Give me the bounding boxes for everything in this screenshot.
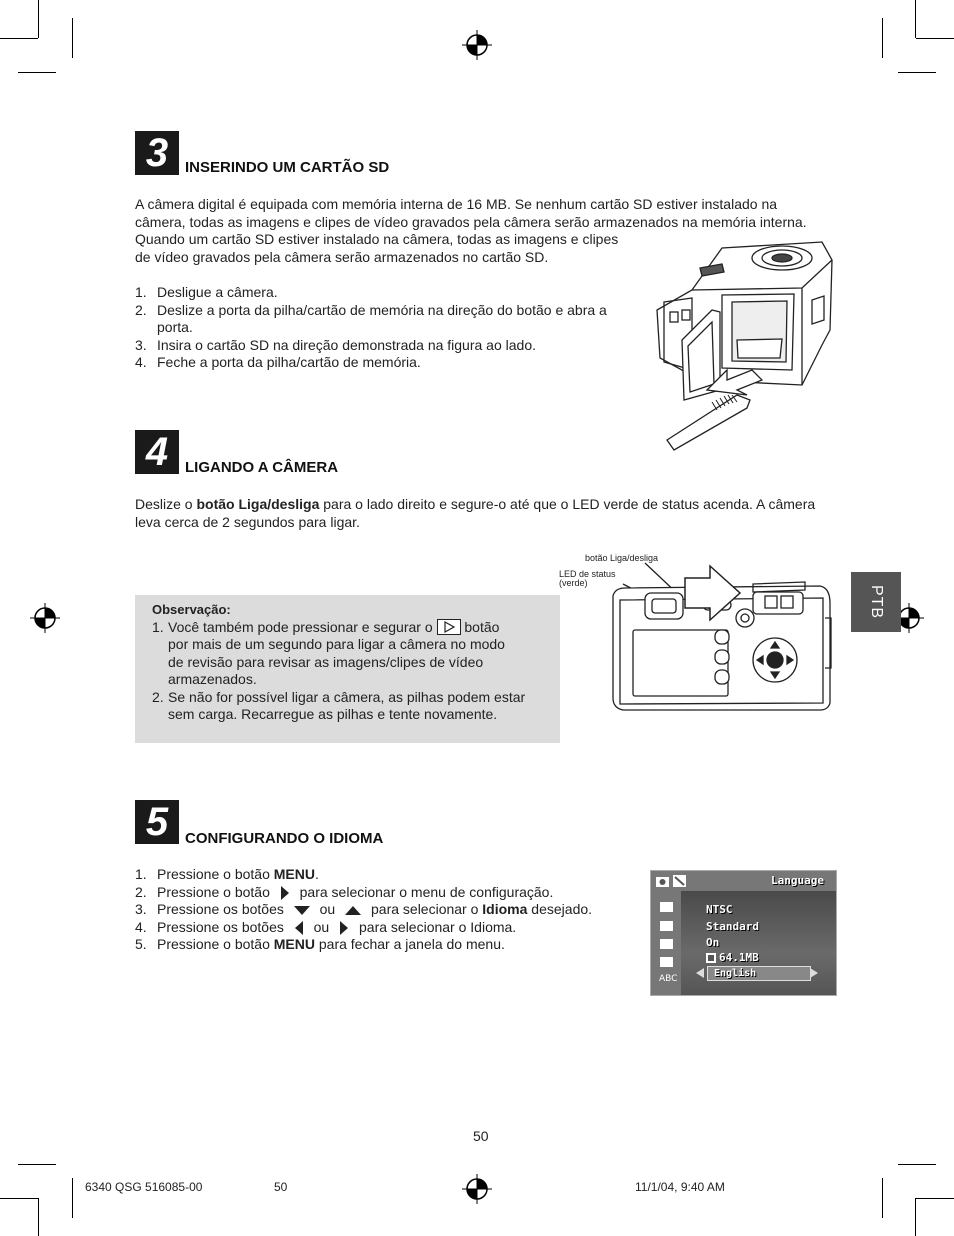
- step-number-badge: 5: [135, 800, 179, 844]
- note-line: Se não for possível ligar a câmera, as pilhas podem estar: [168, 688, 526, 705]
- text-span: para selecionar o Idioma.: [355, 918, 517, 935]
- crop-mark: [915, 0, 916, 38]
- note-item: [152, 689, 552, 724]
- crop-mark: [882, 18, 883, 58]
- power-on-paragraph: [135, 496, 850, 531]
- up-arrow-icon: [345, 906, 361, 915]
- paragraph-line: [135, 496, 850, 514]
- text-span: Pressione o botão: [157, 936, 274, 952]
- footer-document-code: 6340 QSG 516085-00: [85, 1180, 203, 1194]
- text-span: Pressione o botão: [157, 883, 274, 900]
- list-text: Insira o cartão SD na direção demonstrada na figura ao lado.: [157, 336, 537, 353]
- intro-line: de vídeo gravados pela câmera serão armazenados no cartão SD.: [135, 248, 549, 265]
- language-side-tab: [851, 572, 901, 632]
- crop-mark: [0, 1198, 38, 1199]
- text-span: ou: [315, 901, 340, 917]
- list-number: 2.: [135, 883, 147, 900]
- note-item: [152, 619, 552, 689]
- note-line: sem carga. Recarregue as pilhas e tente novamente.: [168, 706, 498, 722]
- sd-card-steps: [135, 284, 630, 372]
- text-span: para selecionar o menu de configuração.: [295, 883, 554, 900]
- section-heading: CONFIGURANDO O IDIOMA: [185, 830, 384, 847]
- crop-mark: [38, 0, 39, 38]
- crop-mark: [18, 1164, 56, 1165]
- list-number: 4.: [135, 918, 147, 935]
- list-item: [135, 884, 635, 902]
- note-line: de revisão para revisar as imagens/clipes de vídeo: [168, 653, 484, 670]
- text-span: Pressione os botões: [157, 918, 288, 935]
- status-led-label: LED de status: [559, 569, 616, 579]
- list-number: 3.: [135, 336, 147, 353]
- crop-mark: [72, 1178, 73, 1218]
- right-arrow-icon: [809, 968, 819, 978]
- text-span: Pressione o botão: [157, 866, 274, 882]
- language-menu-screenshot: [650, 870, 837, 996]
- crop-mark: [882, 1178, 883, 1218]
- lcd-item: On: [706, 936, 720, 949]
- intro-line: A câmera digital é equipada com memória interna de 16 MB. Se nenhum cartão SD estiver instalado na: [135, 196, 778, 212]
- list-item: [135, 302, 630, 337]
- step-number-badge: 4: [135, 430, 179, 474]
- left-arrow-icon: [294, 921, 304, 935]
- text-span: para selecionar o: [367, 901, 483, 917]
- camera-sd-card-illustration: [652, 240, 837, 455]
- list-item: [135, 337, 630, 355]
- note-box: [135, 595, 560, 743]
- status-led-label-color: (verde): [559, 578, 588, 588]
- language-steps: [135, 866, 635, 954]
- list-text: Desligue a câmera.: [157, 284, 278, 300]
- memory-card-icon: [706, 953, 716, 963]
- crop-mark: [0, 38, 38, 39]
- section-heading: LIGANDO A CÂMERA: [185, 459, 339, 476]
- note-content: [152, 601, 552, 724]
- list-number: 5.: [135, 936, 147, 952]
- list-item: [135, 901, 635, 919]
- text-span: Pressione os botões: [157, 901, 288, 917]
- crop-mark: [916, 38, 954, 39]
- lcd-title: Language: [771, 874, 824, 887]
- list-item: [135, 354, 630, 372]
- text-span: para fechar a janela do menu.: [314, 936, 505, 952]
- text-span: .: [314, 866, 319, 882]
- language-term: Idioma: [482, 901, 528, 917]
- list-number: 1.: [135, 284, 147, 300]
- registration-mark-icon: [462, 30, 492, 60]
- text-span: desejado.: [527, 901, 593, 917]
- svg-text:ABC: ABC: [659, 974, 678, 984]
- menu-button-term: MENU: [273, 866, 315, 882]
- list-item: [135, 919, 635, 937]
- menu-button-term: MENU: [273, 936, 315, 952]
- left-arrow-icon: [695, 968, 705, 978]
- list-item: [135, 866, 635, 884]
- intro-line: Quando um cartão SD estiver instalado na câmera, todas as imagens e clipes: [135, 231, 619, 247]
- list-text: Deslize a porta da pilha/cartão de memória na direção do botão e abra a porta.: [157, 301, 607, 335]
- page-number: 50: [473, 1128, 489, 1144]
- power-button-term: botão Liga/desliga: [196, 496, 320, 512]
- footer-datetime: 11/1/04, 9:40 AM: [635, 1180, 725, 1194]
- note-line: por mais de um segundo para ligar a câmera no modo: [168, 636, 505, 652]
- list-number: 2.: [135, 301, 147, 318]
- down-arrow-icon: [294, 906, 310, 915]
- note-title: Observação:: [152, 602, 231, 617]
- text-span: Você também pode pressionar e segurar o: [168, 618, 437, 635]
- intro-line: câmera, todas as imagens e clipes de vídeo gravados pela câmera serão armazenados na memória interna.: [135, 213, 807, 230]
- paragraph-line: leva cerca de 2 segundos para ligar.: [135, 513, 360, 530]
- section-heading: INSERINDO UM CARTÃO SD: [185, 159, 390, 176]
- camera-back-illustration: [585, 558, 835, 713]
- list-item: [135, 936, 635, 954]
- list-number: 4.: [135, 354, 147, 370]
- crop-mark: [915, 1198, 916, 1236]
- right-arrow-icon: [339, 921, 349, 935]
- text-span: Deslize o: [135, 496, 197, 512]
- lcd-item: NTSC: [706, 903, 733, 916]
- power-button-label: botão Liga/desliga: [585, 553, 659, 563]
- lcd-item: 64.1MB: [719, 951, 759, 964]
- crop-mark: [898, 1164, 936, 1165]
- crop-mark: [38, 1198, 39, 1236]
- camera-tab-icon: [655, 874, 689, 888]
- list-number: 3.: [135, 901, 147, 917]
- registration-mark-icon: [30, 603, 60, 633]
- step-number-badge: 3: [135, 131, 179, 175]
- crop-mark: [898, 72, 936, 73]
- settings-icons: [659, 901, 678, 984]
- crop-mark: [18, 72, 56, 73]
- text-span: botão: [460, 618, 500, 635]
- crop-mark: [916, 1198, 954, 1199]
- footer-page: 50: [274, 1180, 288, 1194]
- crop-mark: [72, 18, 73, 58]
- list-number: 1.: [135, 866, 147, 882]
- play-button-icon: [437, 619, 461, 635]
- text-span: ou: [309, 918, 334, 935]
- note-number: 2.: [152, 688, 164, 705]
- note-number: 1.: [152, 618, 164, 635]
- lcd-item: Standard: [706, 920, 759, 933]
- registration-mark-icon: [462, 1174, 492, 1204]
- side-tab-label: PTB: [868, 584, 885, 620]
- text-span: para o lado direito e segure-o até que o LED verde de status acenda. A câmera: [319, 496, 816, 512]
- right-arrow-icon: [280, 886, 290, 900]
- list-item: [135, 284, 630, 302]
- list-text: Feche a porta da pilha/cartão de memória.: [157, 354, 421, 370]
- lcd-selected-language: English: [707, 966, 811, 981]
- note-line: armazenados.: [168, 671, 257, 687]
